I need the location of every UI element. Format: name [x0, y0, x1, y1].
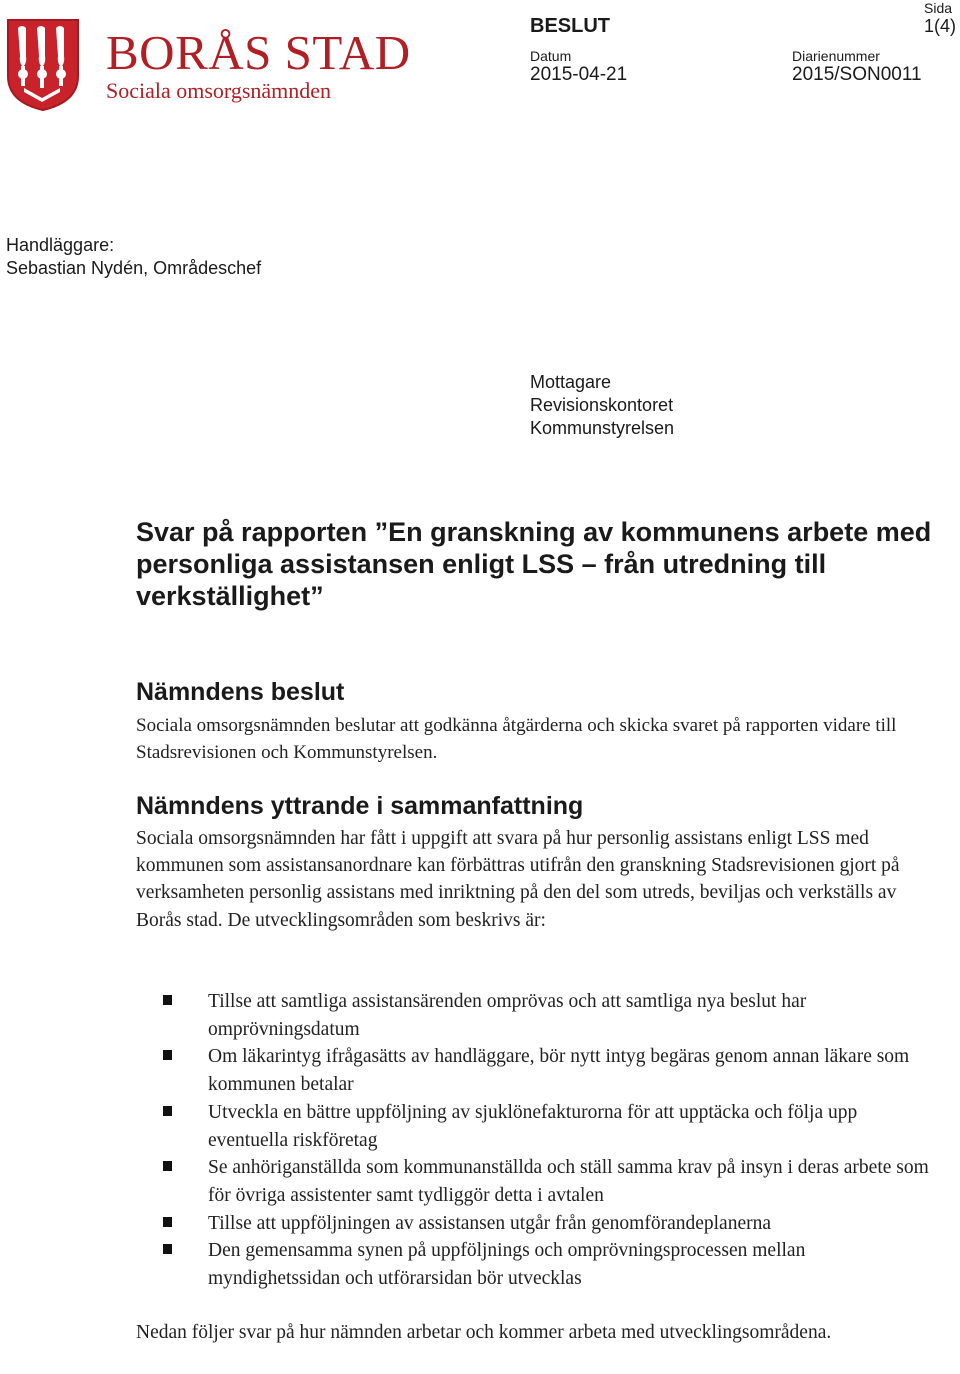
square-bullet-icon [163, 1106, 172, 1116]
recipient-line: Kommunstyrelsen [530, 418, 675, 438]
list-item-text: Tillse att samtliga assistansärenden omprövas och att samtliga nya beslut har omprövningsdatum [208, 991, 807, 1040]
square-bullet-icon [163, 1244, 172, 1254]
square-bullet-icon [163, 1217, 172, 1227]
square-bullet-icon [163, 1050, 172, 1060]
list-item [136, 1099, 936, 1154]
date-value: 2015-04-21 [530, 64, 628, 85]
list-item-text: Se anhöriganställda som kommunanställda och ställ samma krav på insyn i deras arbete som för övriga assistenter samt tydliggör detta i avtalen [208, 1157, 929, 1206]
document-title: Svar på rapporten ”En granskning av kommunens arbete med personliga assistansen enligt LSS – från utredning till verkställighet” [136, 517, 932, 611]
organization-name: BORÅS STAD [106, 25, 411, 80]
recipient-line: Mottagare [530, 372, 612, 392]
decision-text: Sociala omsorgsnämnden beslutar att godkänna åtgärderna och skicka svaret på rapporten vidare till Stadsrevisionen och Kommunstyrelsen. [136, 715, 897, 763]
list-item-text: Den gemensamma synen på uppföljnings och omprövningsprocessen mellan myndighetssidan och utförarsidan bör utvecklas [208, 1240, 806, 1290]
list-item [136, 1154, 936, 1209]
boras-stad-logo [6, 16, 411, 112]
list-item [136, 988, 936, 1043]
square-bullet-icon [163, 995, 172, 1005]
document-type: BESLUT [530, 15, 610, 37]
list-item-text: Tillse att uppföljningen av assistansen utgår från genomförandeplanerna [208, 1212, 772, 1234]
handler-label: Handläggare: [6, 235, 115, 255]
page-label: Sida [924, 0, 953, 16]
organization-unit: Sociala omsorgsnämnden [106, 78, 332, 103]
decision-heading: Nämndens beslut [136, 678, 345, 706]
closing-text: Nedan följer svar på hur nämnden arbetar och kommer arbeta med utvecklingsområdena. [136, 1322, 832, 1343]
date-label: Datum [530, 48, 572, 64]
summary-heading: Nämndens yttrande i sammanfattning [136, 792, 584, 820]
coat-of-arms-icon [6, 18, 80, 112]
list-item-text: Om läkarintyg ifrågasätts av handläggare, bör nytt intyg begäras genom annan läkare som kommunen betalar [208, 1046, 910, 1096]
page-number: 1(4) [924, 16, 957, 36]
recipient-line: Revisionskontoret [530, 395, 674, 415]
reference-value: 2015/SON0011 [792, 64, 922, 85]
summary-text: Sociala omsorgsnämnden har fått i uppgift att svara på hur personlig assistans enligt LSS med kommunen som assistansanordnare kan förbättras utifrån den granskning Stadsrevisionen gjort på verksamheten personlig assistans med inriktning på den del som utreds, beviljas och verkställs av Borås stad. De utvecklingsområden som beskrivs är: [136, 828, 900, 931]
list-item [136, 1210, 936, 1238]
handler-name: Sebastian Nydén, Områdeschef [6, 258, 262, 278]
list-item [136, 1043, 936, 1098]
list-item [136, 1237, 936, 1292]
reference-label: Diarienummer [792, 48, 880, 64]
square-bullet-icon [163, 1161, 172, 1171]
recipient-block [530, 371, 674, 440]
development-areas-list [136, 988, 936, 1293]
list-item-text: Utveckla en bättre uppföljning av sjuklönefakturorna för att upptäcka och följa upp eventuella riskföretag [208, 1101, 858, 1151]
